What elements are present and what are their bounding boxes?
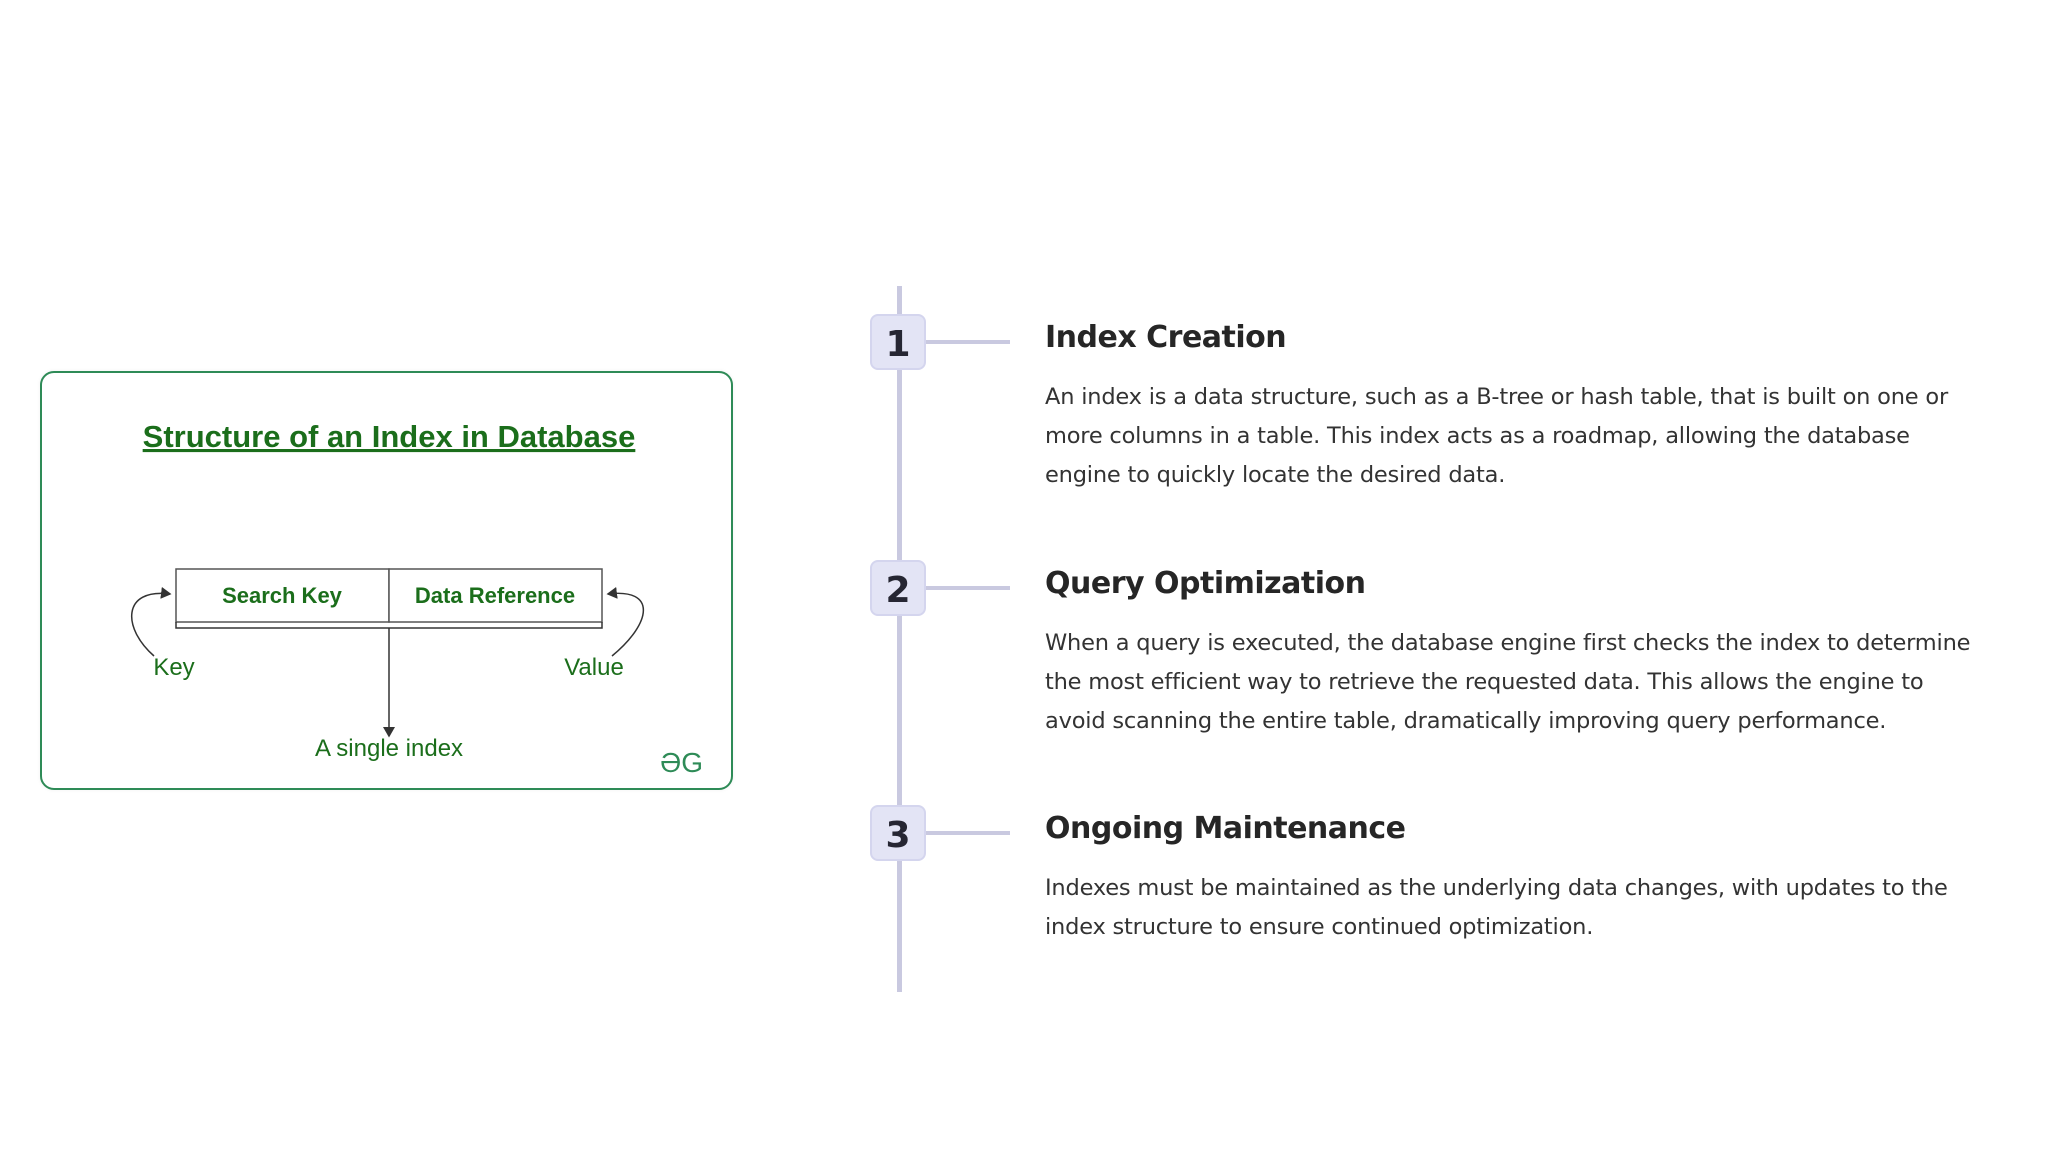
key-label: Key xyxy=(153,654,195,681)
gfg-logo: ƏG xyxy=(660,747,703,778)
value-arrow xyxy=(608,593,643,656)
step-description: An index is a data structure, such as a B-tree or hash table, that is built on one or more columns in a table. This index acts as a roadmap, allowing the database engine to quickly locate the desired data. xyxy=(1045,384,1949,488)
step-connector xyxy=(926,586,1010,590)
step-number-badge: 2 xyxy=(870,560,926,616)
single-index-label: A single index xyxy=(314,735,464,762)
search-key-label: Search Key xyxy=(222,583,342,608)
step-number-badge: 1 xyxy=(870,314,926,370)
index-bracket xyxy=(176,622,602,628)
step-connector xyxy=(926,831,1010,835)
step-connector xyxy=(926,340,1010,344)
value-label: Value xyxy=(564,654,624,681)
step-title: Ongoing Maintenance xyxy=(1045,811,1406,846)
step-description: When a query is executed, the database engine first checks the index to determine the most efficient way to retrieve the requested data. This allows the engine to avoid scanning the entire table, dramatically improving query performance. xyxy=(1045,630,1971,734)
step-title: Query Optimization xyxy=(1045,566,1366,601)
index-structure-diagram xyxy=(40,371,733,790)
step-number-badge: 3 xyxy=(870,805,926,861)
timeline-line xyxy=(897,286,902,992)
step-title: Index Creation xyxy=(1045,320,1287,355)
data-reference-label: Data Reference xyxy=(414,583,576,608)
diagram-title: Structure of an Index in Database xyxy=(142,419,636,454)
step-description: Indexes must be maintained as the underlying data changes, with updates to the index structure to ensure continued optimization. xyxy=(1045,875,1948,940)
diagram-canvas xyxy=(42,373,735,792)
key-arrow xyxy=(132,593,170,656)
